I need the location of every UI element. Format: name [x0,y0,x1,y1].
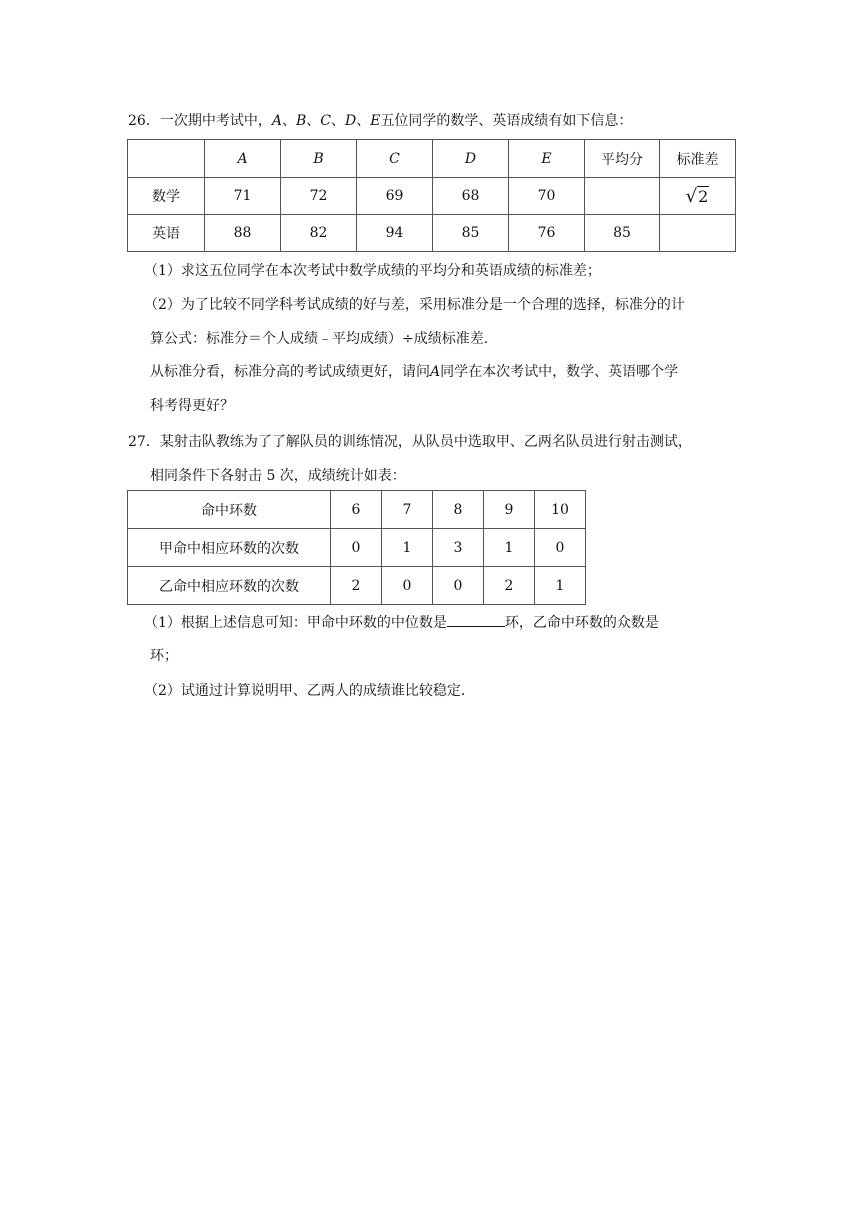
table-header-cell: 命中环数 [128,491,331,529]
table-cell: 0 [535,529,586,567]
q26-intro-suffix: 五位同学的数学、英语成绩有如下信息： [380,113,633,129]
q26-intro [128,111,632,131]
row-label: 英语 [128,215,205,252]
table-cell: 0 [331,529,382,567]
table-cell: 0 [433,567,484,605]
table-header-cell: 6 [331,491,382,529]
table-cell: 82 [281,215,357,252]
table-row [128,567,586,605]
q27-part1 [144,612,659,633]
answer-blank[interactable] [447,612,505,627]
q27-part2: （2）试通过计算说明甲、乙两人的成绩谁比较稳定． [144,683,475,699]
table-header-cell: B [281,140,357,178]
q26-sep: 、 [281,113,296,129]
table-cell: 0 [382,567,433,605]
table-row [128,529,586,567]
table-cell: 68 [433,178,509,215]
table-cell [585,178,660,215]
row-label: 数学 [128,178,205,215]
q26-part2-line3-prefix: 从标准分看，标准分高的考试成绩更好，请问 [150,364,430,380]
table-cell: 85 [585,215,660,252]
table-row [128,178,736,215]
q26-part2-line2: 算公式：标准分＝个人成绩﹣平均成绩）÷成绩标准差. [150,331,489,347]
q26-part1: （1）求这五位同学在本次考试中数学成绩的平均分和英语成绩的标准差； [144,263,601,279]
table-cell: 94 [357,215,433,252]
table-header-cell: D [433,140,509,178]
q26-part2-line3-a: A [430,364,441,380]
table-cell: 3 [433,529,484,567]
table-header-cell [128,140,205,178]
q26-part2-line1: （2）为了比较不同学科考试成绩的好与差，采用标准分是一个合理的选择，标准分的计 [144,297,685,313]
q26-number: 26． [128,113,160,129]
table-cell: 1 [382,529,433,567]
table-cell: 88 [205,215,281,252]
table-header-cell: 10 [535,491,586,529]
q26-score-table [127,139,736,252]
table-header-row [128,140,736,178]
table-cell: 85 [433,215,509,252]
row-label: 乙命中相应环数的次数 [128,567,331,605]
table-cell-sqrt [660,178,736,215]
table-header-cell: 7 [382,491,433,529]
table-cell: 72 [281,178,357,215]
q26-intro-c: C [320,113,331,129]
q26-intro-b: B [295,113,307,129]
table-header-row [128,491,586,529]
sqrt-expression [686,186,710,207]
q26-intro-prefix: 一次期中考试中， [159,113,272,129]
q27-line2: 相同条件下各射击 5 次，成绩统计如表： [150,468,406,484]
table-header-cell: C [357,140,433,178]
q26-sep: 、 [306,113,321,129]
row-label: 甲命中相应环数的次数 [128,529,331,567]
q27-line1-text: 某射击队教练为了了解队员的训练情况，从队员中选取甲、乙两名队员进行射击测试， [159,434,692,450]
sqrt-icon: √ [685,185,698,207]
q27-part1-line2: 环； [150,648,178,664]
q27-line1 [128,432,692,452]
table-cell: 1 [484,529,535,567]
table-cell: 70 [509,178,585,215]
table-cell: 71 [205,178,281,215]
table-header-cell: A [205,140,281,178]
q27-number: 27． [128,434,160,450]
table-header-cell: E [509,140,585,178]
table-cell: 76 [509,215,585,252]
q26-part2-line4: 科考得更好？ [150,398,234,414]
q27-part1-prefix: （1）根据上述信息可知：甲命中环数的中位数是 [144,615,447,631]
q26-intro-e: E [370,113,381,129]
table-cell [660,215,736,252]
q26-sep: 、 [330,113,345,129]
table-cell: 1 [535,567,586,605]
table-header-cell: 平均分 [585,140,660,178]
q26-sep: 、 [356,113,371,129]
q26-part2-line3-suffix: 同学在本次考试中，数学、英语哪个学 [440,364,679,380]
q27-part1-suffix: 环，乙命中环数的众数是 [504,615,659,631]
table-header-cell: 9 [484,491,535,529]
q26-part2-line3 [150,362,678,382]
table-cell: 2 [484,567,535,605]
q26-intro-d: D [344,113,357,129]
sqrt-radicand: 2 [698,186,709,206]
q26-intro-a: A [271,113,282,129]
table-header-cell: 8 [433,491,484,529]
table-header-cell: 标准差 [660,140,736,178]
table-cell: 69 [357,178,433,215]
table-row [128,215,736,252]
q27-shooting-table [127,490,586,605]
table-cell: 2 [331,567,382,605]
